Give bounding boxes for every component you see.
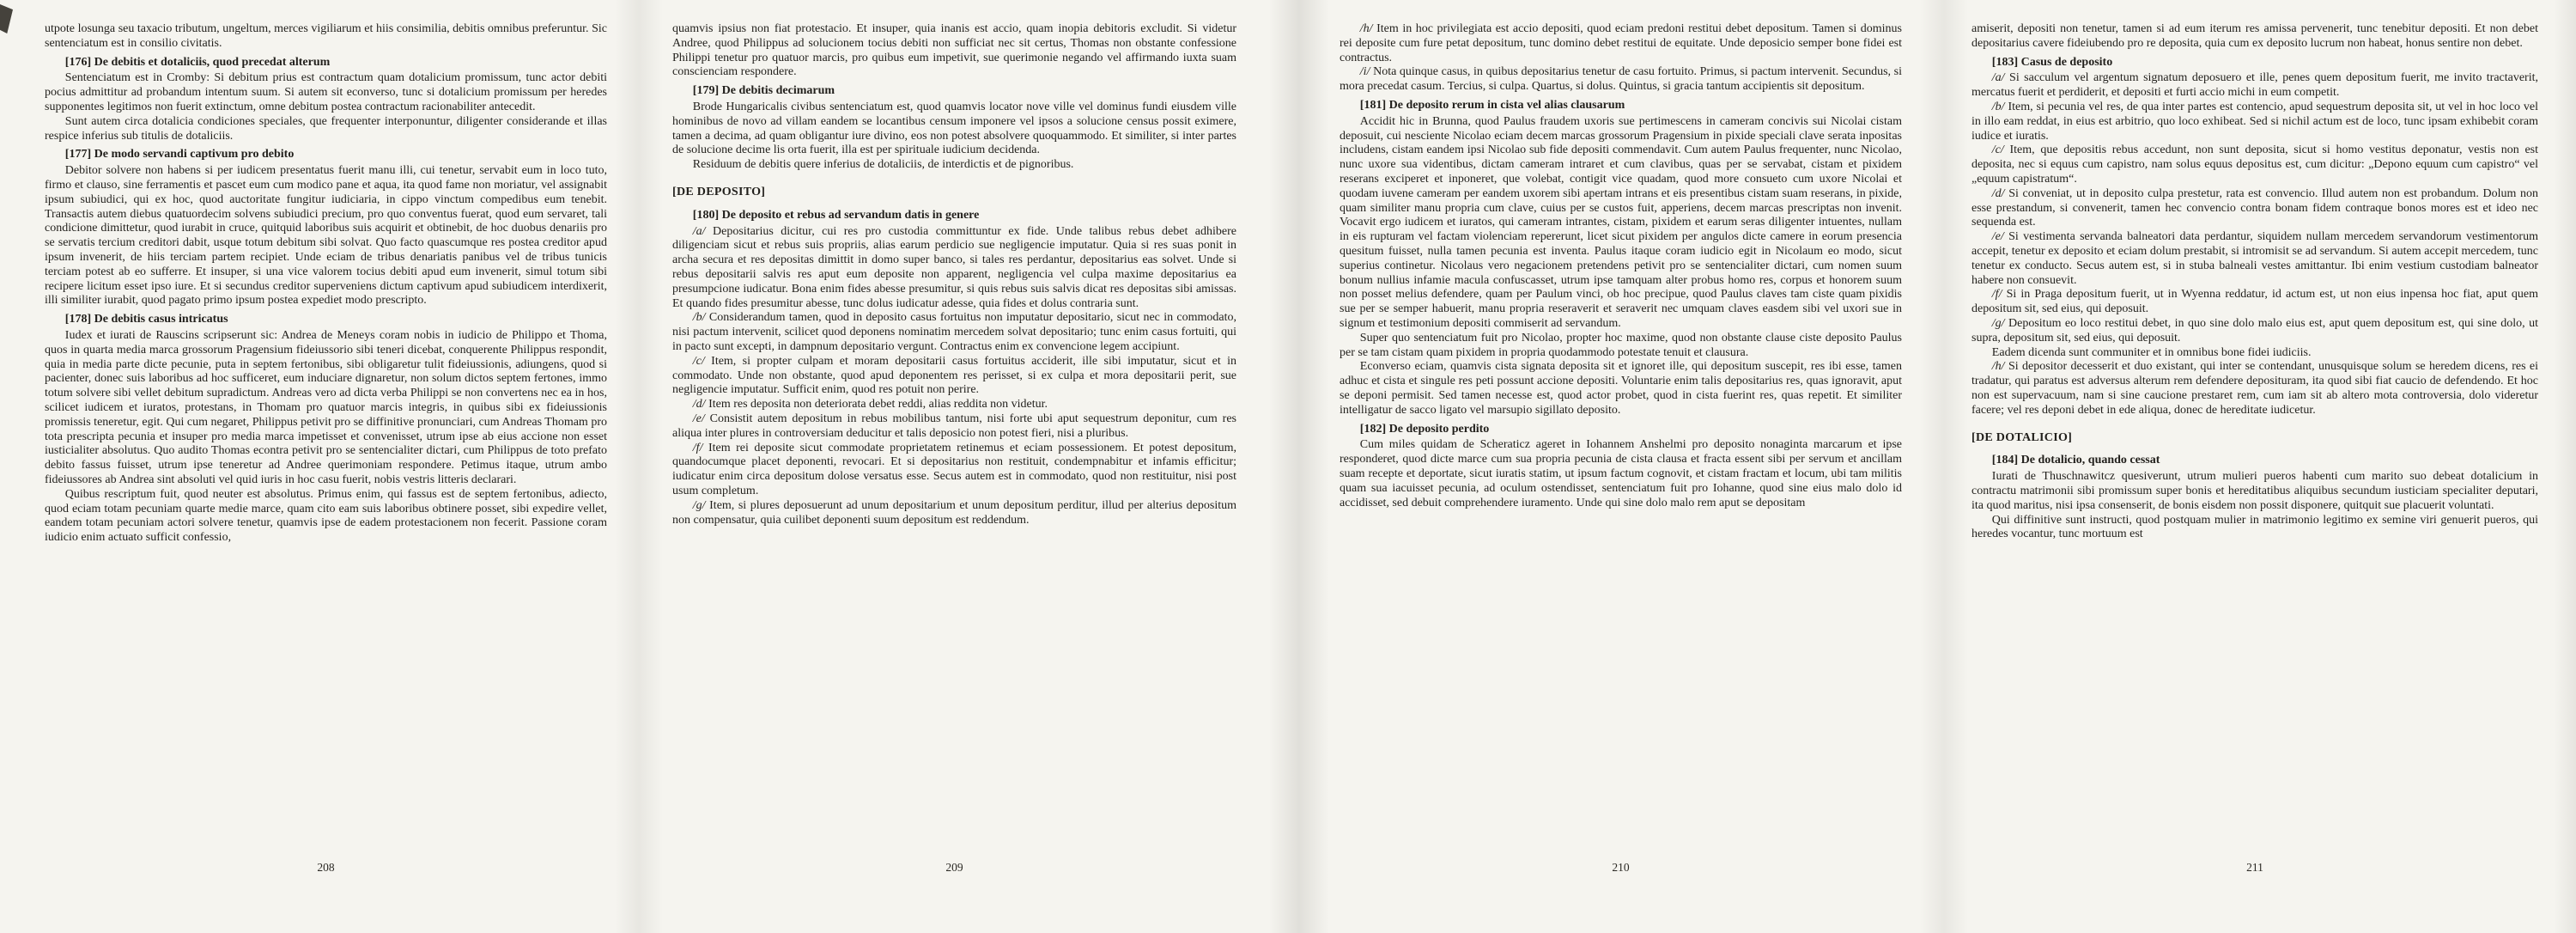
page-number: 210 <box>1612 861 1630 874</box>
page-number: 208 <box>317 861 335 874</box>
article-heading: [177] De modo servandi captivum pro debito <box>64 148 295 162</box>
paragraph: Sentenciatum est in Cromby: Si debitum prius est contractum quam dotalicium promissum, tunc actor debiti pocius admittitur ad probandum intentum suum. Si autem sit econverso, tunc si dotalicium promissum per heredes supponentes legitimos non fuerit extinctum, omne debitum postea contractum racionabiliter antecedit. <box>45 71 607 113</box>
paragraph: utpote losunga seu taxacio tributum, ungeltum, merces vigiliarum et hiis consimilia, debitis omnibus preferuntur. Sic sentenciatum est in consilio civitatis. <box>45 22 607 50</box>
paragraph: /g/ Item, si plures deposuerunt ad unum depositarium et unum depositum perditur, illud per alterius depositum non compensatur, quia cuilibet deponenti suum depositum est reddendum. <box>672 498 1237 527</box>
page-gutter-shadow <box>615 0 663 933</box>
paragraph: /c/ Item, que depositis rebus accedunt, non sunt deposita, sicut si homo vestitus deponatur, vestis non est deposita, nec si equus cum capistro, nam solus equus depositus est, cum dicitur: „Depono equum cum capistro“ vel „equum capistratum“. <box>1971 143 2538 186</box>
item-marker: /h/ <box>1359 22 1377 35</box>
item-marker: /d/ <box>692 398 709 412</box>
item-marker: /e/ <box>1991 230 2009 244</box>
item-marker: /b/ <box>692 311 709 325</box>
paragraph: Sunt autem circa dotalicia condiciones speciales, que frequenter interponuntur, diligenter considerande et illas respice inferius sub titulis de dotaliciis. <box>45 114 607 143</box>
article-heading: [182] De deposito perdito <box>1359 422 1490 436</box>
page-208 <box>45 0 607 933</box>
paragraph: Qui diffinitive sunt instructi, quod postquam mulier in matrimonio legitimo ex semine viri genuerit pueros, qui heredes vocantur, tunc mortuum est <box>1971 513 2538 541</box>
paragraph: /h/ Item in hoc privilegiata est accio depositi, quod eciam predoni restitui debet depositum. Tamen si dominus rei deposite cum fure petat depositum, tunc domino debet restitui de equitate. Unde deposicio semper bone fidei est contractus. <box>1340 22 1902 64</box>
item-marker: /f/ <box>692 441 708 454</box>
page-210 <box>1340 0 1902 933</box>
item-marker: /f/ <box>1991 288 2007 302</box>
article-heading: [178] De debitis casus intricatus <box>64 313 228 326</box>
item-marker: /b/ <box>1991 100 2008 113</box>
paragraph: /b/ Item, si pecunia vel res, de qua inter partes est contencio, apud sequestrum deposita sit, ut vel in hoc loco vel in illo eam reddat, in eius est arbitrio, quo loco exhibeat. Sed si nichil actum est de loco, tunc ipsam exhibebit coram iudice et iuratis. <box>1971 100 2539 143</box>
item-marker: /d/ <box>1991 186 2009 200</box>
paragraph: Residuum de debitis quere inferius de dotaliciis, de interdictis et de pignoribus. <box>692 158 1074 172</box>
paragraph: /e/ Consistit autem depositum in rebus mobilibus tantum, nisi forte ubi aput sequestrum deponitur, cum res aliqua inter plures in controversiam deducitur et talis deposicio non potest fieri, nisi a pluribus. <box>672 412 1237 440</box>
item-marker: /c/ <box>692 354 712 368</box>
paragraph: quamvis ipsius non fiat protestacio. Et insuper, quia inanis est accio, quam inopia debitoris excludit. Si videtur Andree, quod Philippus ad solucionem tocius debiti non sufficiat nec sit certus, Thomas non obstante confessione Philippi tenetur pro quatuor marcis, pro quibus eum impetivit, sue querimonie negando vel affirmando iuxta suam conscienciam respondere. <box>672 22 1236 79</box>
paragraph: Iurati de Thuschnawitcz quesiverunt, utrum mulieri pueros habenti cum marito suo debeat dotalicium in contractu matrimonii sibi promissum super bonis et hereditatibus aliquibus secundum iusticiam specialiter deputari, ita quod maritus, nisi ipsa consenserit, de bonis eisdem non possit disponere, quitquit sue placuerit voluntati. <box>1971 470 2538 512</box>
page-number: 211 <box>2246 861 2263 874</box>
page-209 <box>672 0 1236 933</box>
paragraph: /d/ Si conveniat, ut in deposito culpa prestetur, rata est convencio. Illud autem non est probandum. Dolum non esse prestandum, si convenerit, tamen hec convencio contra bonam fidem contraque bonos mores est et ideo nec sequenda est. <box>1971 186 2538 229</box>
paragraph: amiserit, depositi non tenetur, tamen si ad eum iterum res amissa pervenerit, tunc tenebitur depositi. Et non debet depositarius cavere fideiubendo pro re deposita, quia cum ex deposito lucrum non habeat, honus sentire non debet. <box>1971 22 2538 50</box>
page-text <box>45 22 607 546</box>
article-heading: [179] De debitis decimarum <box>692 84 835 98</box>
paragraph: Quibus rescriptum fuit, quod neuter est absolutus. Primus enim, qui fassus est de septem fertonibus, adiecto, quod eciam totam pecuniam quarte medie marce, quam cito eam suis laboribus obtinere posset, sibi expedire vellet, eandem totam pecuniam actori solvere tenetur, quamvis ipse de eadem protestacionem non fecerit. Passione coram iudicio enim actuato sufficit confessio, <box>45 487 607 545</box>
page-text <box>672 22 1236 527</box>
scan-artifact <box>0 4 13 34</box>
page-text <box>1971 22 2538 542</box>
paragraph: /g/ Depositum eo loco restitui debet, in quo sine dolo malo eius est, aput quem depositum est, qui sine dolo, ut supra, depositum sit, sed eius, qui deposuit. <box>1971 316 2538 345</box>
paragraph: Accidit hic in Brunna, quod Paulus fraudem uxoris sue pertimescens in cameram concivis sui Nicolai cistam deposuit, cui nesciente Nicolao eciam decem marcas grossorum Pragensium in pixide speciali clave serata inpositas includens, cistam eandem ipsi Nicolao sub fide depositi commendavit. Cum autem Paulus frequenter, nunc Nicolao, nunc uxore sua videntibus, dictam cameram intraret et cum clavibus, quas per se servabat, cistam et pixidem reserans exciperet et inponeret, que volebat, contigit vice quadam, quod more consueto cum uxore Nicolai et quodam iuvene cameram per eandem uxorem sibi apertam intrans et eis presentibus cistam suam reserans, in pixide, quam similiter manu propria cum clave, cuius per se custos fuit, apperiens, decem marcas prescriptas non invenit. Vocavit ergo iudicem et iuratos, qui cameram intrantes, cistam, pixidem et earum seras diligenter intuentes, nullam in eis rupturam vel factam violenciam repererunt, licet sicut pixidem per angulos dicte camere in eorum presencia quesitum fuisset, nulla tamen pecunia est inventa. Paulus itaque coram iudicio egit in Nicolaum eo modo, sicut superius continetur. Nicolaus vero negacionem pretendens petivit pro se sentencialiter dictari, cum nomen suum bonum nullius infamie macula confuscasset, utrum ipse tamquam alter probus homo res, corpus et honorem suum non posset melius defendere, quam per Paulum vinci, ob hoc precipue, quod Paulus claves tam ciste quam pixidis sue per se semper habuerit, manu propria reseraverit et seraverit nec umquam claves easdem sibi vel uxori sue in signum et testimonium depositi commiserit ad servandum. <box>1340 114 1902 330</box>
part-heading: [DE DOTALICIO] <box>1971 430 2073 444</box>
paragraph: Iudex et iurati de Rauscins scripserunt sic: Andrea de Meneys coram nobis in iudicio de Philippo et Thoma, quos in quarta media marca grossorum Pragensium fideiussorio sibi teneri dicebat, conquerente Philippus respondit, quia in media parte dicte pecunie, puta in septem fertonibus, sibi obligaretur tulit fideiussionis, adiungens, quod si pacienter, donec suis laboribus ad hoc sufficeret, eum induciare dignaretur, non solum dictos septem fertones, immo totum solvere sibi vellet debitum supradictum. Andreas vero ad dicta verba Philippi se non convertens nec ea in hos, scilicet iudicem et iuratos, protestans, in Thomam pro quatuor marcis integris, in quibus sibi ex fideiussionis promissis teneretur, egit. Qui cum negaret, Philippus petivit pro se diffinitive pronunciari, cum Andreas Thomam pro tota prescripta pecunia et insuper pro media marca impetisset et convenisset, utrum ipse ab eius accione non esset iusticialiter absolutus. Quo audito Thomas econtra petivit pro se sentencialiter dictari, cum Philippus de toto prefato debito fassus fuisset, utrum ipse teneretur ad Andree querimoniam respondere. Petimus itaque, utrum ambo fideiussores ab Andrea sint absoluti vel quid iuris in hoc casu fuerit, nobis vestris litteris declarari. <box>45 328 607 486</box>
paragraph: /f/ Si in Praga depositum fuerit, ut in Wyenna reddatur, id actum est, ut non eius inpensa hoc fiat, aput quem depositum sit, sed eius, qui deposuit. <box>1971 288 2538 316</box>
article-heading: [180] De deposito et rebus ad servandum datis in genere <box>692 208 980 222</box>
item-marker: /c/ <box>1991 143 2010 157</box>
paragraph: /h/ Si depositor decesserit et duo existant, qui inter se contendant, unusquisque solum se heredem dicens, res ei tradatur, qui paratus est adversus alterum rem defendere deposituram, ita quod sibi fiat caucio de defendendo. Et hoc non est supervacuum, nam si sine caucione prestaret rem, cum iam sit ab altero mota controversia, dolo videretur facere; vel res deponi debet in ede aliqua, donec de hereditate iudicetur. <box>1971 360 2538 417</box>
page-gutter-shadow <box>1920 0 1968 933</box>
paragraph: /c/ Item, si propter culpam et moram depositarii casus fortuitus acciderit, ille sibi imputatur, sicut et in commodato. Unde non obstante, quod apud deponentem res perisset, si ex culpa et mora depositarii perit, sue negligencie imputatur. Sufficit enim, quod res potuit non perire. <box>672 354 1236 397</box>
paragraph: /e/ Si vestimenta servanda balneatori data perdantur, siquidem nullam mercedem servandorum vestimentorum accepit, tenetur ex deposito et eciam dolum prestabit, si intromisit se ad servandum. Si autem accepit mercedem, tunc tenetur ex conducto. Secus autem est, si in stuba balneali vestes amittantur. Ibi enim vestium custodiam balneator habere non consuevit. <box>1971 230 2538 287</box>
article-heading: [181] De deposito rerum in cista vel alias clausarum <box>1359 98 1625 112</box>
spread-edge-shadow <box>1269 0 1329 933</box>
paragraph: Brode Hungaricalis civibus sentenciatum est, quod quamvis locator nove ville vel dominus fundi eiusdem ville hominibus de novo ad villam eandem se locantibus censum imponere vel ipsos a solucione census possit eximere, tamen a decima, ad quam obligantur iure divino, eos non potest absolvere quoquammodo. Et similiter, si inter partes de solucione decime lis orta fuerit, illa est per spirituale iudicium decidenda. <box>672 100 1236 157</box>
paragraph: Eadem dicenda sunt communiter et in omnibus bone fidei iudiciis. <box>1991 345 2312 359</box>
page-number: 209 <box>945 861 963 874</box>
item-marker: /i/ <box>1359 65 1374 79</box>
paragraph: Cum miles quidam de Scheraticz ageret in Iohannem Anshelmi pro deposito nonaginta marcarum et ipse responderet, quod dicte marce cum sua propria pecunia de cista clausa et fracta essent sibi per servum et ancillam suam recepte et deportate, sicut iuratis statim, ut ipsum factum cognovit, et cistam fractam et locum, ubi tam militis quam sua iacuisset pecunia, ad oculum ostendisset, sentenciatum fuit pro Iohanne, quod sine eius malo dolo id accidisset, sed debuit comprehendere iuramento. Unde qui sine dolo malo rem aput se depositam <box>1340 438 1902 509</box>
item-marker: /g/ <box>692 498 710 512</box>
page-211 <box>1971 0 2538 933</box>
paragraph: Econverso eciam, quamvis cista signata deposita sit et ignoret ille, qui depositum suscepit, res ibi esse, tamen adhuc et cista et singule res peti possunt accione depositi. Voluntarie enim talis depositarius res, quas ignoravit, aput se deponi permisit. Sed tamen necesse est, quod actor probet, quod in cista fuerint res, quas repetit. Et similiter intelligatur de sacco ligato vel marsupio sigillato deposito. <box>1340 360 1902 417</box>
item-marker: /h/ <box>1991 360 2008 374</box>
paragraph: Debitor solvere non habens si per iudicem presentatus fuerit manu illi, cui tenetur, servabit eum in loco tuto, firmo et clauso, sine ferramentis et pascet eum cum modico pane et aqua, ita quod fame non moriatur, vel assignabit ipsum subiudici, qui ex hoc, quod auctoritate fungitur iudiciaria, in cippo vinctum compedibus eum tenebit. Transactis autem diebus quatuordecim solvens subiudici precium, pro quo conventus fuerat, quod eum servaret, tali condicione dimittetur, quod iurabit in cruce, quitquid laboribus suis acquirit et obtinebit, de hoc duobus denariis pro se servatis tercium creditori dabit, usque totum debitum sibi solvat. Quo facto quascumque res postea creditor apud ipsum invenerit, de hiis terciam partem recipiet. Unde eciam de tribus denariatis panibus vel de tribus tunicis terciam potest ab eo sufferre. Et insuper, si una vice valorem tocius debiti apud eum invenerit, simul totum sibi recipere licitum esset ipso iure. Et si secundus creditor superveniens dictum captivum apud subiudicem interdixerit, illi similiter iurabit, quod pagato primo ipsum postea expediet modo prescripto. <box>45 164 607 308</box>
item-marker: /g/ <box>1991 316 2009 330</box>
article-heading: [184] De dotalicio, quando cessat <box>1991 454 2160 467</box>
scan-edge-shadow <box>2554 0 2576 933</box>
article-heading: [183] Casus de deposito <box>1991 55 2113 69</box>
page-text <box>1340 22 1902 510</box>
paragraph: /f/ Item rei deposite sicut commodate proprietatem retinemus et eciam possessionem. Et potest depositum, quandocumque placet deponenti, revocari. Et si depositarius non restituit, condempnabitur et infamis efficitur; iudicatur enim circa depositum dolose versatus esse. Secus autem est in commodato, quod non restituitur, nisi post usum completum. <box>672 441 1236 497</box>
paragraph: /a/ Depositarius dicitur, cui res pro custodia committuntur ex fide. Unde talibus rebus debet adhibere diligenciam sicut et rebus suis propriis, alias earum perdicio sue negligencie imputatur. Quia si res suas ponit in archa secura et res depositas dimittit in domo super banco, si tales res perdantur, depositarius eas solvet. Unde si rebus depositarii salvis res aput eum deposite non apparent, negligencia vel culpa maxime depositarius ea presumpcione iudicatur. Bona enim fides abesse presumitur, si quis rebus suis salvis dicat res depositas sibi amissas. Et quando fides presumitur abesse, tunc dolus iudicatur adesse, quia fides et dolus contraria sunt. <box>672 224 1236 310</box>
item-marker: /e/ <box>692 412 710 425</box>
article-heading: [176] De debitis et dotaliciis, quod precedat alterum <box>64 55 331 69</box>
paragraph: /b/ Considerandum tamen, quod in deposito casus fortuitus non imputatur depositario, sicut nec in commodato, nisi pactum intervenit, scilicet quod deponens nominatim mercedem solvat depositario; tunc enim casus fortuiti, qui in pacto sunt excepti, in dampnum depositario vergunt. Contractus enim ex convencione legem accipiunt. <box>672 311 1236 353</box>
paragraph: /i/ Nota quinque casus, in quibus depositarius tenetur de casu fortuito. Primus, si pactum intervenit. Secundus, si mora precedat casum. Tercius, si culpa. Quartus, si dolus. Quintus, si gracia tantum accipientis sit depositum. <box>1340 65 1902 94</box>
item-marker: /a/ <box>692 224 714 238</box>
paragraph: /a/ Si sacculum vel argentum signatum deposuero et ille, penes quem depositum fuerit, me invito tractaverit, mercatus fuerit et perdiderit, et depositi et furti accio michi in eum competit. <box>1971 71 2539 100</box>
paragraph: /d/ Item res deposita non deteriorata debet reddi, alias reddita non videtur. <box>692 398 1048 412</box>
part-heading: [DE DEPOSITO] <box>672 185 766 198</box>
item-marker: /a/ <box>1991 71 2010 85</box>
paragraph: Super quo sentenciatum fuit pro Nicolao, propter hoc maxime, quod non obstante clause ciste deposito Paulus per se tam cistam quam pixidem in propria quodammodo potestate tenuit et clausura. <box>1340 331 1902 359</box>
